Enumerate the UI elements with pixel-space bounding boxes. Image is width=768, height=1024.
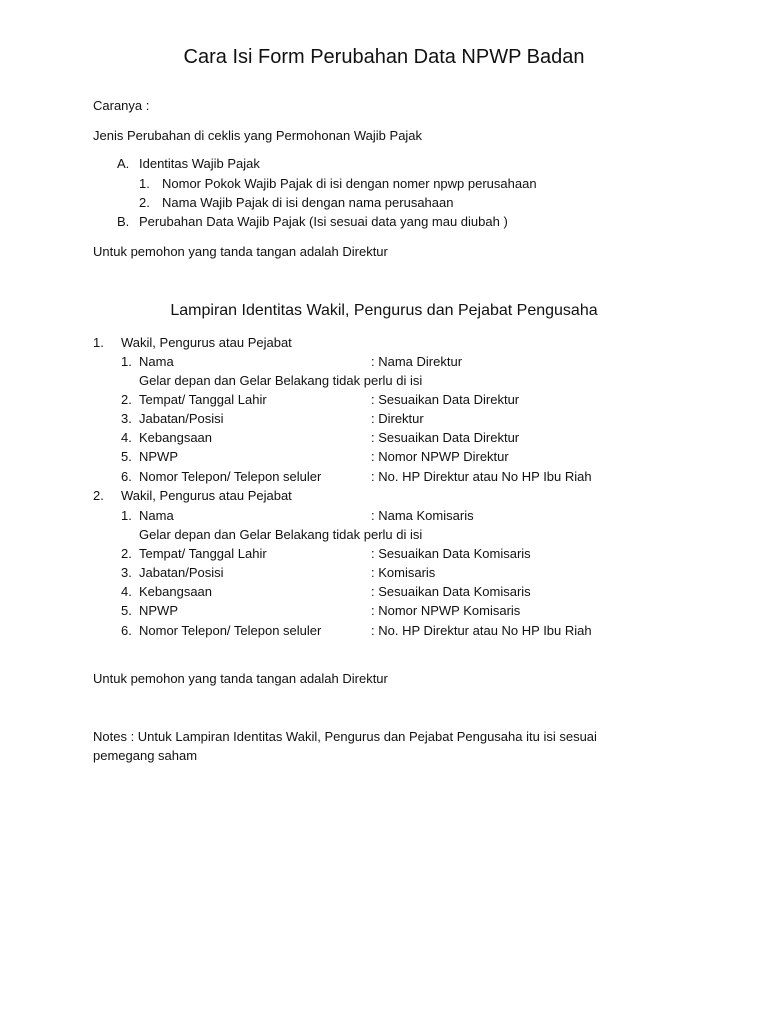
row-value: : Sesuaikan Data Komisaris [371, 546, 531, 561]
caranya-label: Caranya : [93, 98, 150, 113]
section-a-marker: A. [117, 156, 130, 171]
row-marker: 5. [121, 603, 132, 618]
signer-note: Untuk pemohon yang tanda tangan adalah Direktur [93, 671, 388, 686]
row-field: Kebangsaan [139, 584, 213, 599]
row-field: Jabatan/Posisi [139, 565, 224, 580]
section-a-item-marker: 1. [139, 176, 150, 191]
row-value: : No. HP Direktur atau No HP Ibu Riah [371, 469, 592, 484]
row-field: Nama [139, 354, 174, 369]
row-value: : Nomor NPWP Komisaris [371, 603, 521, 618]
row-marker: 4. [121, 430, 132, 445]
row-field: Kebangsaan [139, 430, 213, 445]
row-value: : Nama Komisaris [371, 508, 474, 523]
row-value: : Komisaris [371, 565, 436, 580]
row-note: Gelar depan dan Gelar Belakang tidak perlu di isi [139, 527, 423, 542]
row-field: Nama [139, 508, 174, 523]
row-marker: 4. [121, 584, 132, 599]
row-marker: 6. [121, 469, 132, 484]
row-field: Tempat/ Tanggal Lahir [139, 546, 267, 561]
row-value: : Sesuaikan Data Direktur [371, 392, 520, 407]
row-field: NPWP [139, 449, 178, 464]
row-value: : Sesuaikan Data Komisaris [371, 584, 531, 599]
row-note: Gelar depan dan Gelar Belakang tidak perlu di isi [139, 373, 423, 388]
row-marker: 6. [121, 623, 132, 638]
row-marker: 2. [121, 546, 132, 561]
row-marker: 3. [121, 411, 132, 426]
row-field: Nomor Telepon/ Telepon seluler [139, 623, 322, 638]
row-marker: 1. [121, 354, 132, 369]
group-marker: 2. [93, 488, 104, 503]
intro-text: Jenis Perubahan di ceklis yang Permohonan Wajib Pajak [93, 128, 423, 143]
section-a-label: Identitas Wajib Pajak [139, 156, 260, 171]
lampiran-title: Lampiran Identitas Wakil, Pengurus dan Pejabat Pengusaha [170, 302, 598, 319]
notes-text-continued: pemegang saham [93, 748, 198, 763]
row-field: Tempat/ Tanggal Lahir [139, 392, 267, 407]
section-b-label: Perubahan Data Wajib Pajak (Isi sesuai data yang mau diubah ) [139, 214, 508, 229]
row-value: : Direktur [371, 411, 424, 426]
row-field: NPWP [139, 603, 178, 618]
signer-note: Untuk pemohon yang tanda tangan adalah Direktur [93, 244, 388, 259]
row-marker: 5. [121, 449, 132, 464]
notes-text: Notes : Untuk Lampiran Identitas Wakil, Pengurus dan Pejabat Pengusaha itu isi sesuai [93, 729, 597, 744]
row-marker: 1. [121, 508, 132, 523]
page-title: Cara Isi Form Perubahan Data NPWP Badan [183, 46, 585, 68]
row-value: : Nomor NPWP Direktur [371, 449, 509, 464]
section-a-item-marker: 2. [139, 195, 150, 210]
row-field: Jabatan/Posisi [139, 411, 224, 426]
section-a-item-text: Nomor Pokok Wajib Pajak di isi dengan nomer npwp perusahaan [162, 176, 537, 191]
group-label: Wakil, Pengurus atau Pejabat [121, 335, 292, 350]
row-marker: 3. [121, 565, 132, 580]
section-a-item-text: Nama Wajib Pajak di isi dengan nama perusahaan [162, 195, 454, 210]
row-value: : Sesuaikan Data Direktur [371, 430, 520, 445]
row-marker: 2. [121, 392, 132, 407]
row-field: Nomor Telepon/ Telepon seluler [139, 469, 322, 484]
row-value: : No. HP Direktur atau No HP Ibu Riah [371, 623, 592, 638]
group-marker: 1. [93, 335, 104, 350]
row-value: : Nama Direktur [371, 354, 463, 369]
section-b-marker: B. [117, 214, 130, 229]
group-label: Wakil, Pengurus atau Pejabat [121, 488, 292, 503]
